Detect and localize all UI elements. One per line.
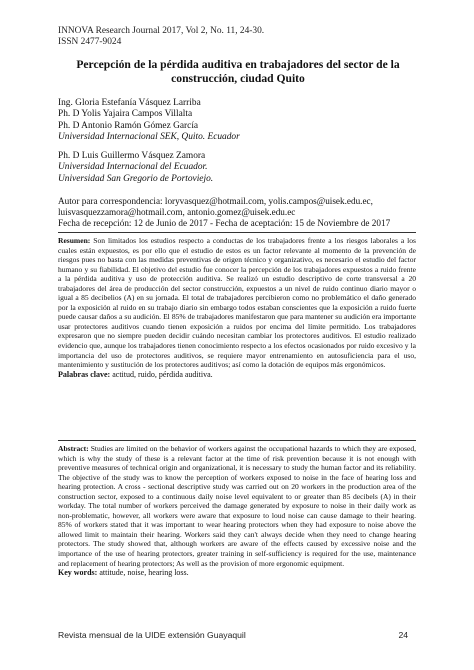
correspondence-emails: luisvasquezzamora@hotmail.com, antonio.gomez@uisek.edu.ec <box>58 207 296 218</box>
title-line-1: Percepción de la pérdida auditiva en trabajadores del sector de la <box>76 58 400 71</box>
page-footer <box>58 630 408 640</box>
author-name: Ph. D Yolis Yajaira Campos Villalta <box>58 109 193 120</box>
divider <box>58 232 416 233</box>
keywords-label: Key words: <box>58 568 98 578</box>
abstract-label: Resumen: <box>58 236 91 245</box>
issn: ISSN 2477-9024 <box>58 37 122 47</box>
correspondence-block <box>58 196 418 230</box>
title-line-2: construcción, ciudad Quito <box>171 72 305 85</box>
keywords-text: actitud, ruido, pérdida auditiva. <box>110 369 213 379</box>
author-affiliation: Universidad Internacional SEK, Quito. Ecuador <box>58 132 240 143</box>
journal-citation: INNOVA Research Journal 2017, Vol 2, No. 11, 24-30. <box>58 26 265 36</box>
footer-journal-name: Revista mensual de la UIDE extensión Guayaquil <box>58 630 246 640</box>
page-number: 24 <box>398 630 408 640</box>
author-affiliation: Universidad San Gregorio de Portoviejo. <box>58 173 214 184</box>
abstract-spanish <box>58 236 416 379</box>
keywords-label: Palabras clave: <box>58 369 111 379</box>
keywords-line <box>58 370 416 380</box>
keywords-text: attitude, noise, hearing loss. <box>97 568 189 578</box>
keywords-line <box>58 568 416 578</box>
abstract-label: Abstract: <box>58 444 89 453</box>
abstract-english <box>58 444 416 578</box>
running-header <box>58 26 264 48</box>
author-block-1 <box>58 98 240 144</box>
author-name: Ph. D Luis Guillermo Vásquez Zamora <box>58 151 206 161</box>
author-block-2 <box>58 151 213 185</box>
correspondence-emails: Autor para correspondencia: loryvasquez@hotmail.com, yolis.campos@uisek.edu.ec, <box>58 196 373 206</box>
author-name: Ph. D Antonio Ramón Gómez García <box>58 120 199 131</box>
author-name: Ing. Gloria Estefanía Vásquez Larriba <box>58 98 201 108</box>
abstract-text: Studies are limited on the behavior of workers against the occupational hazards to which they are exposed, which is why the study of these is a relevant factor at the time of risk prevention because it is not enough with preventive measures of technical origin and organizational, it is necessary to study the human factor and its reliability. The objective of the study was to know the perception of workers exposed to noise in the face of hearing loss and hearing protection. A cross - sectional descriptive study was carried out on 20 workers in the production area of the construction sector, exposed to a continuous daily noise level equivalent to or greater than 85 decibels (A) in their workday. The total number of workers perceived the damage generated by exposure to noise in their daily work as non-problematic, however, all workers were aware that exposure to loud noise can cause damage to their hearing. 85% of workers stated that it was important to wear hearing protectors when they had exposure to noise above the allowed limit to maintain their hearing. Workers said they can't always decide when they need to change hearing protectors. The study showed that, although workers are aware of the effects caused by excessive noise and the importance of the use of hearing protectors, greater training in self-sufficiency is required for the use, maintenance and replacement of hearing protectors; As well as the provision of more ergonomic equipment. <box>58 444 416 568</box>
article-title <box>58 58 418 86</box>
divider <box>58 440 416 441</box>
reception-dates: Fecha de recepción: 12 de Junio de 2017 - Fecha de aceptación: 15 de Noviembre de 2017 <box>58 218 391 229</box>
author-affiliation: Universidad Internacional del Ecuador. <box>58 162 208 173</box>
abstract-text: Son limitados los estudios respecto a conductas de los trabajadores frente a los riesgos laborales a los cuales están expuestos, es por ello que el estudio de estos es un factor relevante al momento de la prevención de riesgos pues no basta con las medidas preventivas de origen técnico y organizativo, es necesario el estudio del factor humano y su fiabilidad. El objetivo del estudio fue conocer la percepción de los trabajadores expuestos a ruido frente a la pérdida auditiva y uso de protección auditiva. Se realizó un estudio descriptivo de corte transversal a 20 trabajadores del área de producción del sector construcción, expuestos a un nivel de ruido continuo diario mayor o igual a 85 decibelios (A) en su jornada. El total de trabajadores percibieron como no problemático el daño generado por la exposición al ruido en su trabajo diario sin embargo todos estaban conscientes que la exposición a ruido fuerte puede causar daños a su audición. El 85% de trabajadores manifestaron que para mantener su audición era importante usar protectores auditivos cuando tienen exposición a ruidos por encima del límite permitido. Los trabajadores expresaron que no siempre pueden decidir cuándo necesitan cambiar los protectores auditivos. El estudio realizado evidencio que, aunque los trabajadores tienen conocimiento respecto a los efectos ocasionados por ruido excesivo y la importancia del uso de protectores auditivos, se requiere mayor entrenamiento en autosuficiencia para el uso, mantenimiento y sustitución de los protectores auditivos; así como la dotación de equipos más ergonómicos. <box>58 236 416 370</box>
